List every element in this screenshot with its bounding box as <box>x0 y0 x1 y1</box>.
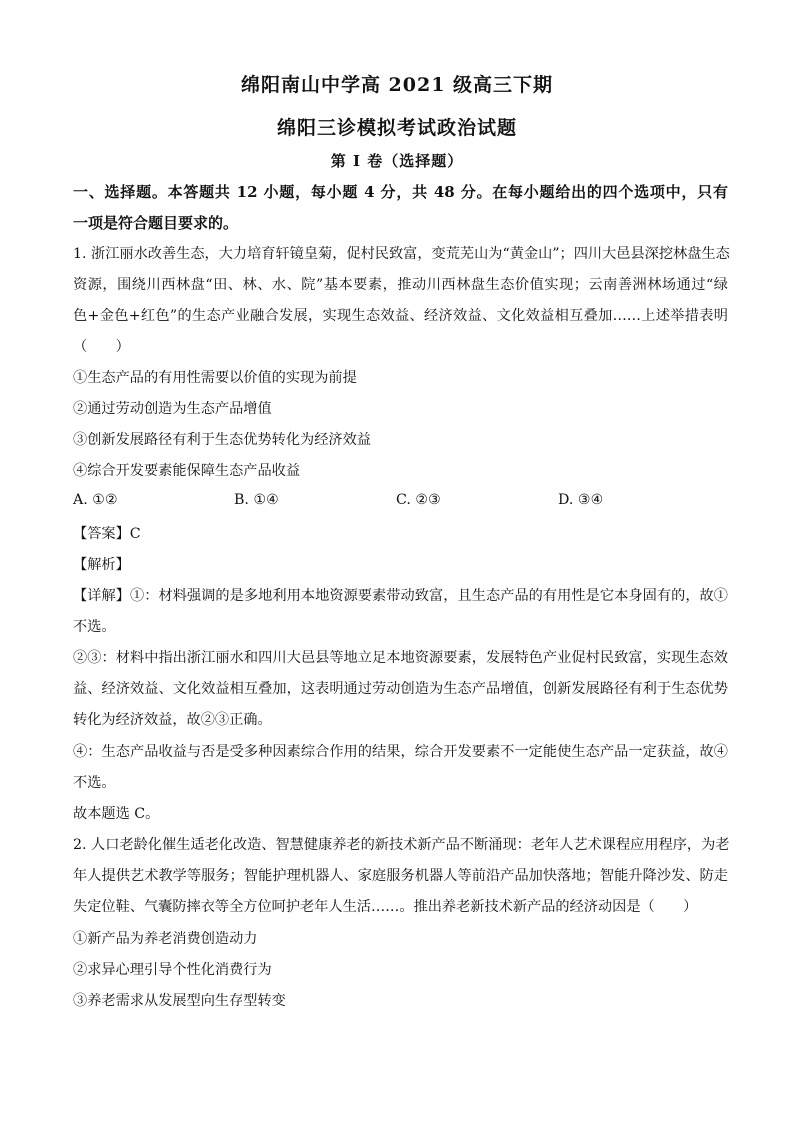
q1-option-d: D. ③④ <box>558 492 604 508</box>
q1-option-c: C. ②③ <box>396 492 441 508</box>
q1-answer <box>73 524 728 544</box>
q1-detail-line-6: ④：生态产品收益与否是受多种因素综合作用的结果，综合开发要素不一定能使生态产品一定获益，故④ <box>73 744 728 760</box>
q1-option-b: B. ①④ <box>234 492 279 508</box>
q1-detail-line-7: 不选。 <box>73 775 116 791</box>
q1-conclusion: 故本题选 C。 <box>73 806 160 822</box>
section-instruction-line-1: 一、选择题。本答题共 12 小题，每小题 4 分，共 48 分。在每小题给出的四个选项中，只有 <box>73 183 728 201</box>
q1-detail-line-1: 【详解】①：材料强调的是多地利用本地资源要素带动致富，且生态产品的有用性是它本身固有的，故① <box>73 588 728 604</box>
q1-statement-1: ①生态产品的有用性需要以价值的实现为前提 <box>73 370 357 386</box>
answer-value: C <box>129 526 141 542</box>
q1-detail-line-5: 转化为经济效益，故②③正确。 <box>73 712 272 728</box>
q1-statement-2: ②通过劳动创造为生态产品增值 <box>73 401 272 417</box>
q1-analysis-label: 【解析】 <box>73 557 130 573</box>
section-instruction-line-2: 一项是符合题目要求的。 <box>73 214 239 232</box>
q1-stem-line-3: 色+金色+红色”的生态产业融合发展，实现生态效益、经济效益、文化效益相互叠加……上述举措表明 <box>73 308 728 324</box>
q1-stem-line-1: 1. 浙江丽水改善生态，大力培育轩镜皇菊，促村民致富，变荒芜山为“黄金山”；四川大邑县深挖林盘生态 <box>73 246 730 262</box>
q1-option-a: A. ①② <box>73 492 118 508</box>
detail-label: 【详解】 <box>73 588 130 604</box>
volume-title: 第 I 卷（选择题） <box>330 152 464 170</box>
q2-stem-line-1: 2. 人口老龄化催生适老化改造、智慧健康养老的新技术新产品不断涌现：老年人艺术课程应用程序，为老 <box>73 837 730 853</box>
school-title: 绵阳南山中学高 2021 级高三下期 <box>240 74 554 96</box>
q2-statement-2: ②求异心理引导个性化消费行为 <box>73 962 272 978</box>
q1-stem-line-4: （ ） <box>73 339 130 355</box>
q1-detail-line-4: 益、经济效益、文化效益相互叠加，这表明通过劳动创造为生态产品增值，创新发展路径有利于生态优势 <box>73 681 728 697</box>
q1-statement-4: ④综合开发要素能保障生态产品收益 <box>73 463 301 479</box>
q1-detail-line-3: ②③：材料中指出浙江丽水和四川大邑县等地立足本地资源要素，发展特色产业促村民致富，实现生态效 <box>73 650 728 666</box>
exam-title: 绵阳三诊模拟考试政治试题 <box>276 117 517 139</box>
q1-detail-line-2: 不选。 <box>73 619 116 635</box>
answer-label: 【答案】 <box>73 526 130 542</box>
q2-stem-line-2: 年人提供艺术教学等服务；智能护理机器人、家庭服务机器人等前沿产品加快落地；智能升降沙发、防走 <box>73 868 728 884</box>
q1-statement-3: ③创新发展路径有利于生态优势转化为经济效益 <box>73 432 371 448</box>
q2-statement-3: ③养老需求从发展型向生存型转变 <box>73 993 286 1009</box>
q2-stem-line-3: 失定位鞋、气囊防摔衣等全方位呵护老年人生活……。推出养老新技术新产品的经济动因是（ ） <box>73 899 698 915</box>
q1-stem-line-2: 资源，围绕川西林盘“田、林、水、院”基本要素，推动川西林盘生态价值实现；云南善洲林场通过“绿 <box>73 277 728 293</box>
q2-statement-1: ①新产品为养老消费创造动力 <box>73 931 258 947</box>
